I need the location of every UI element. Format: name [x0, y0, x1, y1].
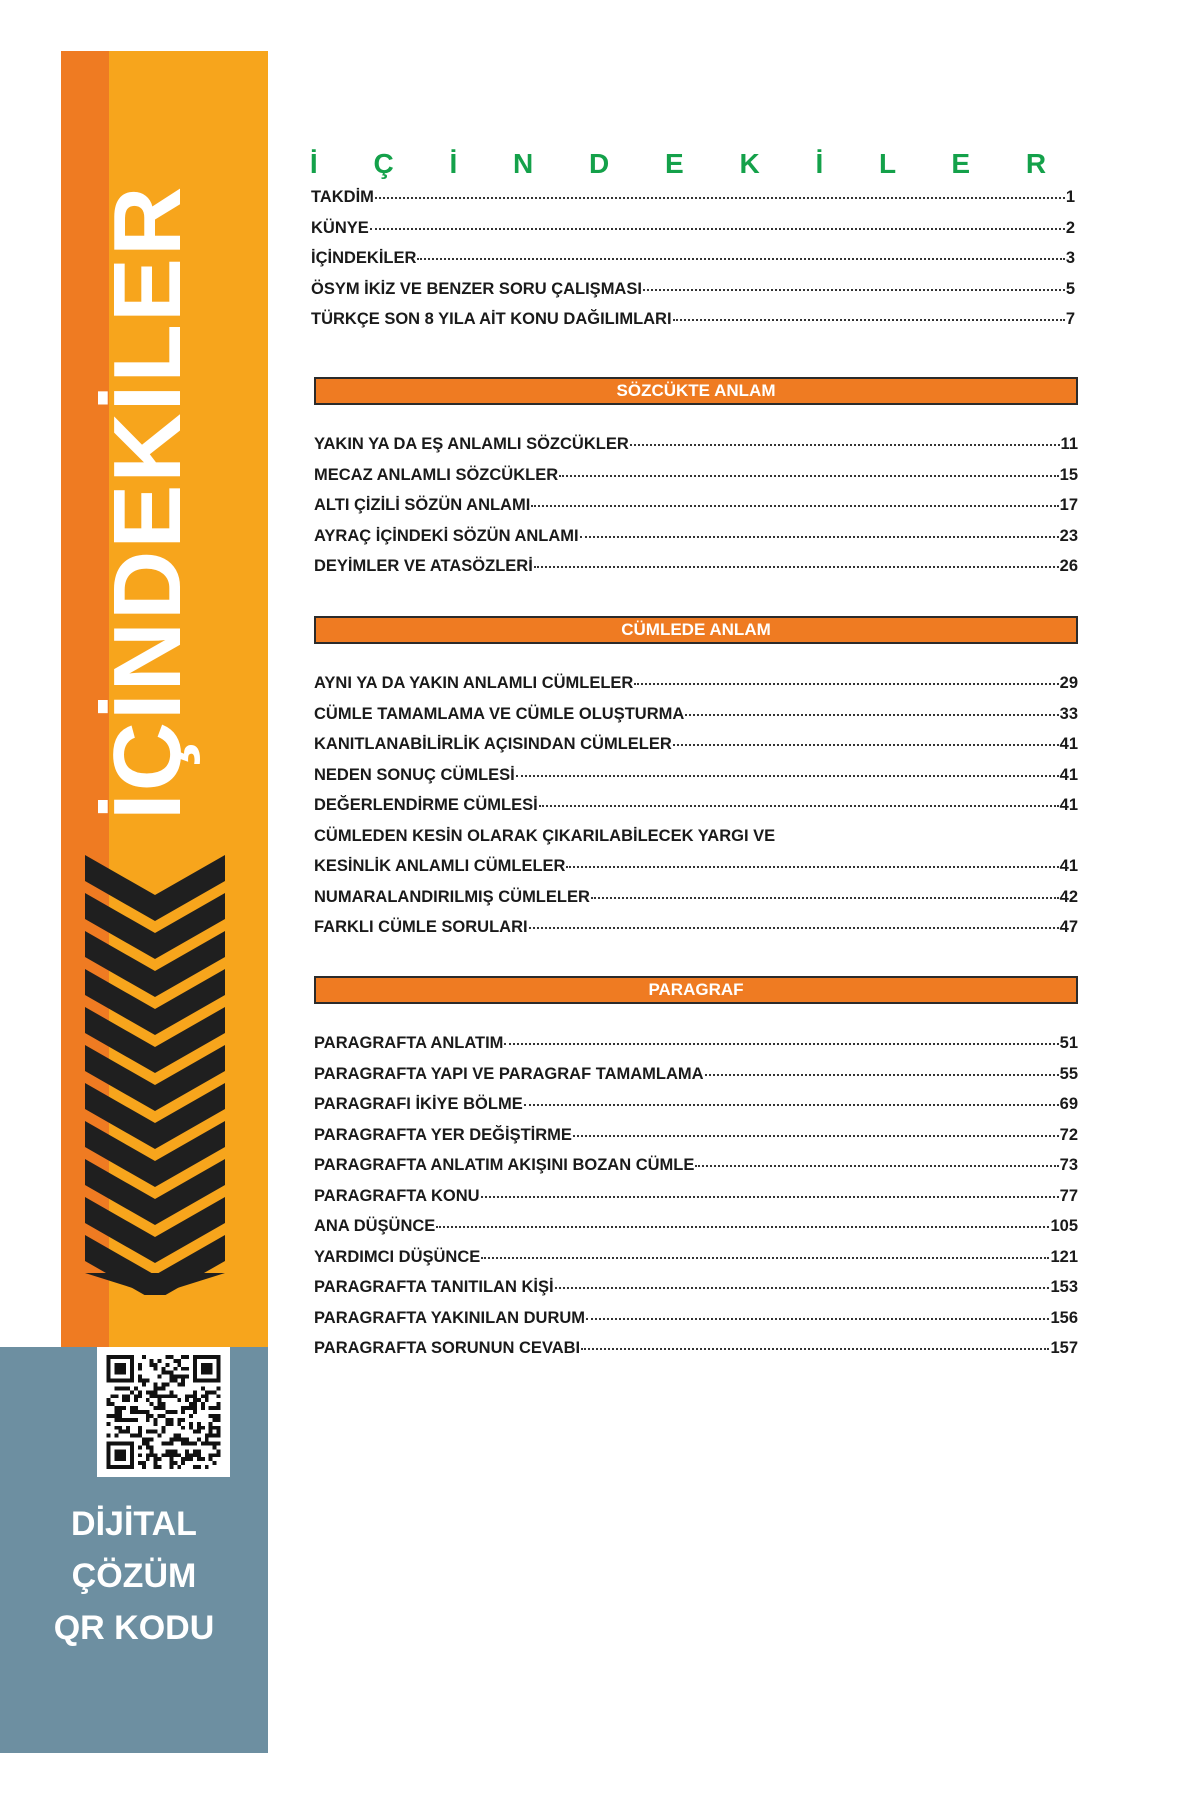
toc-entry-page: 153: [1050, 1278, 1078, 1296]
toc-entry[interactable]: [314, 1095, 1078, 1126]
qr-caption: [0, 1498, 268, 1654]
dot-leader: [516, 775, 1059, 777]
dot-leader: [695, 1165, 1058, 1167]
dot-leader: [481, 1196, 1059, 1198]
toc-entry-page: 41: [1059, 857, 1078, 875]
dot-leader: [566, 866, 1058, 868]
section-heading-paragraf: PARAGRAF: [314, 976, 1078, 1004]
toc-entry[interactable]: [311, 188, 1075, 219]
toc-entry[interactable]: [314, 557, 1078, 588]
toc-entry-page: 2: [1065, 218, 1075, 237]
page-title: İ Ç İ N D E K İ L E R: [309, 148, 1071, 179]
toc-entry[interactable]: [314, 827, 1078, 858]
toc-entry-page: 105: [1050, 1217, 1078, 1235]
toc-entry-page: 41: [1059, 735, 1078, 753]
dot-leader: [436, 1226, 1049, 1228]
toc-entry[interactable]: [314, 674, 1078, 705]
toc-entry[interactable]: [314, 1156, 1078, 1187]
toc-entry-page: 41: [1059, 796, 1078, 814]
dot-leader: [375, 197, 1065, 199]
toc-entry[interactable]: [314, 1278, 1078, 1309]
toc-entry-page: 77: [1059, 1186, 1078, 1205]
toc-entry-title: YARDIMCI DÜŞÜNCE: [314, 1247, 481, 1266]
toc-entry-title: FARKLI CÜMLE SORULARI: [314, 918, 528, 936]
toc-entry[interactable]: [314, 1034, 1078, 1065]
dot-leader: [591, 897, 1059, 899]
toc-entry[interactable]: [314, 466, 1078, 497]
side-vertical-title: İÇİNDEKİLER: [94, 184, 201, 820]
dot-leader: [370, 228, 1065, 230]
toc-entry[interactable]: [314, 496, 1078, 527]
qr-caption-line-3: QR KODU: [53, 1609, 215, 1647]
section-list-paragraf: [314, 1034, 1078, 1370]
toc-entry[interactable]: [314, 918, 1078, 949]
toc-entry[interactable]: [314, 1065, 1078, 1096]
toc-entry-page: 72: [1059, 1125, 1078, 1144]
dot-leader: [630, 444, 1060, 446]
toc-entry-page: 11: [1060, 435, 1078, 453]
toc-entry-title: İÇİNDEKİLER: [311, 249, 417, 267]
toc-entry-title: CÜMLEDEN KESİN OLARAK ÇIKARILABİLECEK YARGI VE: [314, 826, 776, 845]
dot-leader: [534, 566, 1059, 568]
toc-entry-page: 156: [1050, 1308, 1078, 1327]
toc-entry[interactable]: [311, 310, 1075, 341]
toc-entry-title: PARAGRAFTA ANLATIM AKIŞINI BOZAN CÜMLE: [314, 1156, 695, 1174]
dot-leader: [559, 475, 1059, 477]
toc-entry[interactable]: [314, 1309, 1078, 1340]
toc-entry-title: AYRAÇ İÇİNDEKİ SÖZÜN ANLAMI: [314, 526, 579, 545]
toc-entry-title: PARAGRAFTA YAPI VE PARAGRAF TAMAMLAMA: [314, 1064, 704, 1083]
toc-entry-page: 69: [1059, 1095, 1078, 1113]
toc-entry-title: NUMARALANDIRILMIŞ CÜMLELER: [314, 887, 590, 906]
toc-entry-title: PARAGRAFTA YER DEĞİŞTİRME: [314, 1125, 572, 1144]
dot-leader: [539, 805, 1059, 807]
toc-entry[interactable]: [314, 1248, 1078, 1279]
toc-entry-title: NEDEN SONUÇ CÜMLESİ: [314, 765, 515, 784]
toc-entry[interactable]: [314, 1187, 1078, 1218]
toc-entry[interactable]: [314, 888, 1078, 919]
toc-entry[interactable]: [314, 435, 1078, 466]
dot-leader: [573, 1135, 1059, 1137]
toc-entry-page: 47: [1059, 918, 1078, 936]
dot-leader: [581, 1348, 1049, 1350]
toc-entry-page: 23: [1059, 526, 1078, 545]
toc-entry-title: ÖSYM İKİZ VE BENZER SORU ÇALIŞMASI: [311, 279, 642, 298]
toc-entry-page: 15: [1059, 465, 1078, 484]
toc-entry-title: CÜMLE TAMAMLAMA VE CÜMLE OLUŞTURMA: [314, 704, 685, 723]
front-matter-list: [311, 188, 1075, 341]
chevron-stack-icon: [85, 855, 225, 1295]
dot-leader: [531, 505, 1058, 507]
toc-entry-title: KESİNLİK ANLAMLI CÜMLELER: [314, 857, 566, 875]
qr-caption-line-2: ÇÖZÜM: [71, 1557, 197, 1595]
toc-entry-title: YAKIN YA DA EŞ ANLAMLI SÖZCÜKLER: [314, 435, 629, 453]
toc-entry-title: PARAGRAFTA ANLATIM: [314, 1034, 504, 1052]
toc-entry-title: TÜRKÇE SON 8 YILA AİT KONU DAĞILIMLARI: [311, 310, 672, 328]
toc-entry[interactable]: [314, 857, 1078, 888]
toc-entry-title: TAKDİM: [311, 188, 374, 206]
toc-entry-title: KANITLANABİLİRLİK AÇISINDAN CÜMLELER: [314, 735, 672, 753]
qr-code-box[interactable]: [97, 1347, 230, 1477]
toc-entry-title: MECAZ ANLAMLI SÖZCÜKLER: [314, 465, 559, 484]
toc-entry-title: PARAGRAFTA SORUNUN CEVABI: [314, 1339, 581, 1357]
toc-entry[interactable]: [314, 1217, 1078, 1248]
toc-entry-page: 42: [1059, 887, 1078, 906]
toc-entry-page: 3: [1065, 249, 1075, 267]
toc-entry-page: 17: [1059, 496, 1078, 514]
toc-entry-page: 26: [1059, 557, 1078, 575]
toc-entry[interactable]: [314, 796, 1078, 827]
toc-entry[interactable]: [314, 1339, 1078, 1370]
dot-leader: [705, 1074, 1059, 1076]
dot-leader: [529, 927, 1059, 929]
toc-entry-title: ALTI ÇİZİLİ SÖZÜN ANLAMI: [314, 496, 531, 514]
section-heading-sozcukte-anlam: SÖZCÜKTE ANLAM: [314, 377, 1078, 405]
toc-entry-page: 55: [1059, 1064, 1078, 1083]
toc-entry[interactable]: [314, 735, 1078, 766]
dot-leader: [586, 1318, 1049, 1320]
toc-entry-page: 73: [1059, 1156, 1078, 1174]
toc-entry-title: ANA DÜŞÜNCE: [314, 1217, 436, 1235]
toc-entry-title: PARAGRAFTA KONU: [314, 1186, 480, 1205]
section-heading-cumlede-anlam: CÜMLEDE ANLAM: [314, 616, 1078, 644]
toc-entry-title: KÜNYE: [311, 218, 369, 237]
section-list-sozcukte-anlam: [314, 435, 1078, 588]
toc-entry-page: 5: [1065, 279, 1075, 298]
toc-entry-title: PARAGRAFTA YAKINILAN DURUM: [314, 1308, 586, 1327]
dot-leader: [504, 1043, 1058, 1045]
toc-entry-title: PARAGRAFI İKİYE BÖLME: [314, 1095, 523, 1113]
toc-entry-page: 29: [1059, 674, 1078, 692]
dot-leader: [524, 1104, 1059, 1106]
toc-entry-title: DEYİMLER VE ATASÖZLERİ: [314, 557, 533, 575]
dot-leader: [417, 258, 1064, 260]
qr-caption-line-1: DİJİTAL: [71, 1505, 197, 1543]
toc-entry-page: 7: [1065, 310, 1075, 328]
toc-entry[interactable]: [311, 249, 1075, 280]
dot-leader: [673, 319, 1065, 321]
toc-entry-page: 121: [1050, 1247, 1078, 1266]
toc-entry-page: 157: [1050, 1339, 1078, 1357]
toc-entry-page: 33: [1059, 704, 1078, 723]
dot-leader: [580, 536, 1059, 538]
dot-leader: [634, 683, 1058, 685]
dot-leader: [685, 714, 1058, 716]
toc-entry-page: 1: [1065, 188, 1075, 206]
toc-entry[interactable]: [314, 766, 1078, 797]
toc-entry-title: DEĞERLENDİRME CÜMLESİ: [314, 796, 538, 814]
dot-leader: [673, 744, 1059, 746]
toc-entry-page: 51: [1059, 1034, 1078, 1052]
toc-entry-page: 41: [1059, 765, 1078, 784]
toc-entry-title: PARAGRAFTA TANITILAN KİŞİ: [314, 1278, 554, 1296]
section-list-cumlede-anlam: [314, 674, 1078, 949]
toc-entry[interactable]: [311, 280, 1075, 311]
toc-entry[interactable]: [314, 527, 1078, 558]
qr-code-icon: [105, 1355, 222, 1469]
toc-entry-title: AYNI YA DA YAKIN ANLAMLI CÜMLELER: [314, 674, 634, 692]
toc-entry[interactable]: [311, 219, 1075, 250]
toc-entry[interactable]: [314, 705, 1078, 736]
dot-leader: [555, 1287, 1050, 1289]
dot-leader: [643, 289, 1065, 291]
toc-entry[interactable]: [314, 1126, 1078, 1157]
dot-leader: [481, 1257, 1049, 1259]
